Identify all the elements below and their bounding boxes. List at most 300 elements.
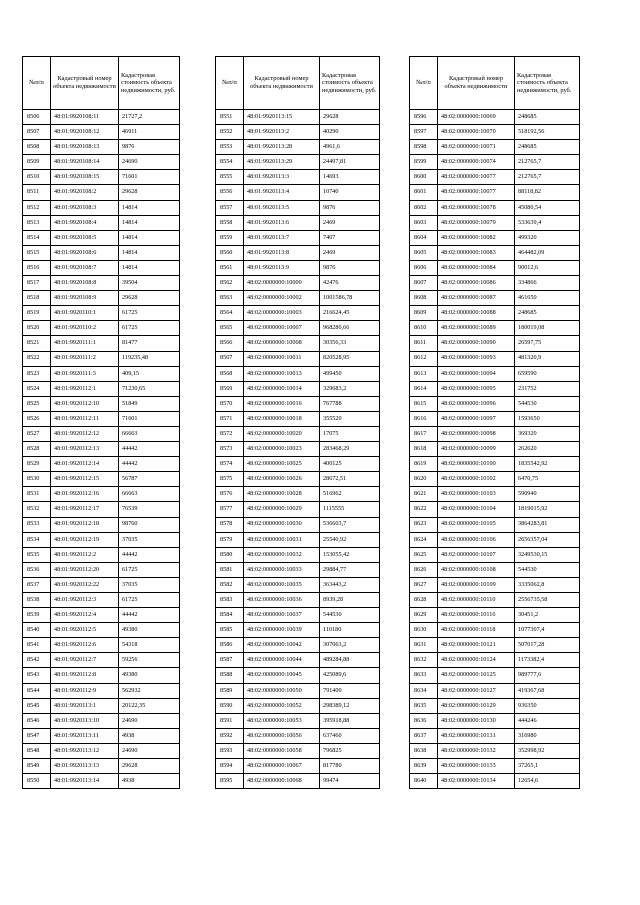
cadastral-number: 48:01:9920113:3 <box>244 170 320 185</box>
cadastral-number: 48:02:0000000:10070 <box>438 125 515 140</box>
cadastral-value: 533639,4 <box>515 215 580 230</box>
table-row <box>216 472 380 487</box>
cadastral-number: 48:01:9920113:11 <box>51 728 119 743</box>
table-row <box>216 215 380 230</box>
row-number: 8621 <box>410 487 438 502</box>
row-number: 8617 <box>410 426 438 441</box>
cadastral-number: 48:02:0000000:10125 <box>438 668 515 683</box>
cadastral-number: 48:01:9920108:9 <box>51 291 119 306</box>
cadastral-number: 48:02:0000000:10014 <box>244 381 320 396</box>
table-row <box>216 366 380 381</box>
row-number: 8556 <box>216 185 244 200</box>
cadastral-number: 48:01:9920112:9 <box>51 683 119 698</box>
cadastral-number: 48:02:0000000:10106 <box>438 532 515 547</box>
header-cadastral-value: Кадастровая стоимость объекта недвижимости, руб. <box>515 57 580 110</box>
registry-table-1 <box>22 56 180 789</box>
row-number: 8514 <box>23 230 51 245</box>
table-row <box>23 653 180 668</box>
cadastral-value: 119235,48 <box>119 351 180 366</box>
row-number: 8521 <box>23 336 51 351</box>
cadastral-value: 516962 <box>320 487 380 502</box>
header-cadastral-number: Кадастровый номер объекта недвижимости <box>244 57 320 110</box>
cadastral-number: 48:01:9920112:11 <box>51 411 119 426</box>
table-row <box>410 110 580 125</box>
table-row <box>23 245 180 260</box>
row-number: 8531 <box>23 487 51 502</box>
cadastral-value: 817780 <box>320 759 380 774</box>
table-row <box>410 623 580 638</box>
table-row <box>410 366 580 381</box>
table-row <box>216 547 380 562</box>
cadastral-number: 48:02:0000000:10056 <box>244 728 320 743</box>
cadastral-value: 42476 <box>320 276 380 291</box>
cadastral-value: 352998,92 <box>515 743 580 758</box>
table-row <box>410 502 580 517</box>
cadastral-number: 48:02:0000000:10100 <box>438 457 515 472</box>
table-row <box>216 351 380 366</box>
cadastral-value: 61725 <box>119 306 180 321</box>
table-row <box>23 155 180 170</box>
table-row <box>410 260 580 275</box>
cadastral-value: 66663 <box>119 487 180 502</box>
table-row <box>216 110 380 125</box>
cadastral-number: 48:02:0000000:10031 <box>244 532 320 547</box>
table-row <box>23 185 180 200</box>
cadastral-value: 30451,2 <box>515 608 580 623</box>
row-number: 8620 <box>410 472 438 487</box>
cadastral-value: 44442 <box>119 442 180 457</box>
cadastral-value: 12654,6 <box>515 774 580 789</box>
row-number: 8638 <box>410 743 438 758</box>
row-number: 8520 <box>23 321 51 336</box>
table-row <box>216 426 380 441</box>
registry-table-2 <box>215 56 380 789</box>
cadastral-number: 48:02:0000000:10127 <box>438 683 515 698</box>
row-number: 8616 <box>410 411 438 426</box>
cadastral-number: 48:01:9920113:8 <box>244 245 320 260</box>
table-row <box>410 547 580 562</box>
table-row <box>23 276 180 291</box>
table-row <box>216 260 380 275</box>
cadastral-value: 262620 <box>515 442 580 457</box>
cadastral-value: 76539 <box>119 502 180 517</box>
table-row <box>410 472 580 487</box>
table-row <box>23 140 180 155</box>
cadastral-value: 44442 <box>119 608 180 623</box>
table-row <box>23 230 180 245</box>
cadastral-number: 48:01:9920108:3 <box>51 200 119 215</box>
cadastral-number: 48:02:0000000:10036 <box>244 593 320 608</box>
table-row <box>23 472 180 487</box>
cadastral-value: 1835542,92 <box>515 457 580 472</box>
cadastral-number: 48:02:0000000:10079 <box>438 215 515 230</box>
row-number: 8599 <box>410 155 438 170</box>
cadastral-value: 562932 <box>119 683 180 698</box>
table-row <box>216 623 380 638</box>
cadastral-value: 590940 <box>515 487 580 502</box>
row-number: 8591 <box>216 713 244 728</box>
cadastral-number: 48:02:0000000:10110 <box>438 593 515 608</box>
cadastral-value: 153055,42 <box>320 547 380 562</box>
cadastral-number: 48:02:0000000:10068 <box>244 774 320 789</box>
table-row <box>23 170 180 185</box>
row-number: 8577 <box>216 502 244 517</box>
cadastral-number: 48:01:9920112:12 <box>51 426 119 441</box>
table-row <box>23 442 180 457</box>
cadastral-number: 48:01:9920113:15 <box>244 110 320 125</box>
cadastral-number: 48:01:9920112:18 <box>51 517 119 532</box>
row-number: 8536 <box>23 562 51 577</box>
row-number: 8610 <box>410 321 438 336</box>
cadastral-value: 88118,82 <box>515 185 580 200</box>
row-number: 8628 <box>410 593 438 608</box>
cadastral-number: 48:01:9920112:19 <box>51 532 119 547</box>
cadastral-number: 48:01:9920113:1 <box>51 698 119 713</box>
cadastral-value: 49380 <box>119 623 180 638</box>
table-row <box>23 562 180 577</box>
table-row <box>216 140 380 155</box>
cadastral-value: 14814 <box>119 215 180 230</box>
cadastral-number: 48:02:0000000:10095 <box>438 381 515 396</box>
cadastral-value: 248685 <box>515 140 580 155</box>
row-number: 8557 <box>216 200 244 215</box>
row-number: 8602 <box>410 200 438 215</box>
row-number: 8581 <box>216 562 244 577</box>
cadastral-value: 507017,28 <box>515 638 580 653</box>
cadastral-value: 968280,66 <box>320 321 380 336</box>
row-number: 8585 <box>216 623 244 638</box>
header-number: №п/п <box>410 57 438 110</box>
row-number: 8588 <box>216 668 244 683</box>
row-number: 8607 <box>410 276 438 291</box>
row-number: 8510 <box>23 170 51 185</box>
row-number: 8567 <box>216 351 244 366</box>
cadastral-value: 46911 <box>119 125 180 140</box>
table-row <box>410 230 580 245</box>
cadastral-number: 48:01:9920112:7 <box>51 653 119 668</box>
cadastral-value: 499450 <box>320 366 380 381</box>
row-number: 8516 <box>23 260 51 275</box>
cadastral-number: 48:02:0000000:10058 <box>244 743 320 758</box>
cadastral-value: 248685 <box>515 306 580 321</box>
cadastral-value: 40290 <box>320 125 380 140</box>
cadastral-value: 21727,2 <box>119 110 180 125</box>
registry-table-3 <box>409 56 580 789</box>
cadastral-number: 48:02:0000000:10133 <box>438 759 515 774</box>
table-row <box>23 502 180 517</box>
header-number: №п/п <box>216 57 244 110</box>
table-row <box>410 713 580 728</box>
row-number: 8566 <box>216 336 244 351</box>
cadastral-number: 48:02:0000000:10074 <box>438 155 515 170</box>
cadastral-value: 9876 <box>320 200 380 215</box>
cadastral-number: 48:01:9920113:12 <box>51 743 119 758</box>
cadastral-number: 48:01:9920113:29 <box>244 155 320 170</box>
cadastral-number: 48:01:9920112:16 <box>51 487 119 502</box>
cadastral-number: 48:02:0000000:10029 <box>244 502 320 517</box>
cadastral-value: 316980 <box>515 728 580 743</box>
cadastral-value: 25540,92 <box>320 532 380 547</box>
table-row <box>216 125 380 140</box>
cadastral-value: 481320,9 <box>515 351 580 366</box>
table-row <box>23 774 180 789</box>
cadastral-number: 48:02:0000000:10052 <box>244 698 320 713</box>
table-row <box>23 517 180 532</box>
table-row <box>23 487 180 502</box>
cadastral-number: 48:02:0000000:10086 <box>438 276 515 291</box>
cadastral-number: 48:02:0000000:10003 <box>244 306 320 321</box>
cadastral-number: 48:01:9920108:15 <box>51 170 119 185</box>
table-row <box>23 593 180 608</box>
cadastral-number: 48:01:9920112:17 <box>51 502 119 517</box>
table-row <box>410 125 580 140</box>
cadastral-value: 30356,33 <box>320 336 380 351</box>
cadastral-value: 989777,6 <box>515 668 580 683</box>
cadastral-number: 48:02:0000000:10002 <box>244 291 320 306</box>
header-cadastral-number: Кадастровый номер объекта недвижимости <box>51 57 119 110</box>
table-row <box>23 608 180 623</box>
cadastral-number: 48:02:0000000:10000 <box>244 276 320 291</box>
row-number: 8618 <box>410 442 438 457</box>
table-row <box>410 200 580 215</box>
cadastral-value: 3864283,81 <box>515 517 580 532</box>
table-header-row <box>23 57 180 110</box>
cadastral-number: 48:02:0000000:10008 <box>244 336 320 351</box>
row-number: 8595 <box>216 774 244 789</box>
table-row <box>216 230 380 245</box>
cadastral-number: 48:02:0000000:10129 <box>438 698 515 713</box>
cadastral-number: 48:02:0000000:10087 <box>438 291 515 306</box>
table-row <box>23 457 180 472</box>
cadastral-number: 48:02:0000000:10105 <box>438 517 515 532</box>
row-number: 8640 <box>410 774 438 789</box>
cadastral-number: 48:02:0000000:10090 <box>438 336 515 351</box>
cadastral-number: 48:02:0000000:10028 <box>244 487 320 502</box>
cadastral-number: 48:02:0000000:10107 <box>438 547 515 562</box>
row-number: 8549 <box>23 759 51 774</box>
row-number: 8528 <box>23 442 51 457</box>
row-number: 8587 <box>216 653 244 668</box>
cadastral-number: 48:01:9920108:6 <box>51 245 119 260</box>
row-number: 8519 <box>23 306 51 321</box>
table-row <box>216 608 380 623</box>
row-number: 8551 <box>216 110 244 125</box>
cadastral-value: 29628 <box>119 291 180 306</box>
cadastral-number: 48:01:9920112:22 <box>51 577 119 592</box>
row-number: 8576 <box>216 487 244 502</box>
table-row <box>23 728 180 743</box>
row-number: 8615 <box>410 396 438 411</box>
cadastral-number: 48:01:9920111:3 <box>51 366 119 381</box>
cadastral-number: 48:01:9920113:2 <box>244 125 320 140</box>
cadastral-value: 71601 <box>119 170 180 185</box>
row-number: 8613 <box>410 366 438 381</box>
table-row <box>410 487 580 502</box>
table-row <box>23 698 180 713</box>
cadastral-value: 24497,81 <box>320 155 380 170</box>
cadastral-value: 444246 <box>515 713 580 728</box>
cadastral-number: 48:02:0000000:10067 <box>244 759 320 774</box>
header-number: №п/п <box>23 57 51 110</box>
row-number: 8550 <box>23 774 51 789</box>
cadastral-value: 61725 <box>119 321 180 336</box>
row-number: 8592 <box>216 728 244 743</box>
table-row <box>410 774 580 789</box>
cadastral-number: 48:02:0000000:10077 <box>438 185 515 200</box>
row-number: 8619 <box>410 457 438 472</box>
table-row <box>410 743 580 758</box>
cadastral-value: 29628 <box>119 759 180 774</box>
cadastral-value: 544530 <box>515 562 580 577</box>
row-number: 8542 <box>23 653 51 668</box>
row-number: 8590 <box>216 698 244 713</box>
table-row <box>23 532 180 547</box>
cadastral-value: 26597,75 <box>515 336 580 351</box>
cadastral-number: 48:01:9920108:11 <box>51 110 119 125</box>
cadastral-value: 369320 <box>515 426 580 441</box>
cadastral-value: 767788 <box>320 396 380 411</box>
cadastral-number: 48:01:9920113:14 <box>51 774 119 789</box>
row-number: 8544 <box>23 683 51 698</box>
cadastral-number: 48:02:0000000:10032 <box>244 547 320 562</box>
cadastral-value: 14814 <box>119 230 180 245</box>
table-row <box>410 653 580 668</box>
table-header-row <box>216 57 380 110</box>
cadastral-value: 44442 <box>119 547 180 562</box>
table-row <box>216 155 380 170</box>
row-number: 8560 <box>216 245 244 260</box>
cadastral-number: 48:02:0000000:10050 <box>244 683 320 698</box>
table-row <box>216 502 380 517</box>
cadastral-value: 216624,45 <box>320 306 380 321</box>
row-number: 8584 <box>216 608 244 623</box>
row-number: 8562 <box>216 276 244 291</box>
cadastral-value: 51849 <box>119 396 180 411</box>
cadastral-number: 48:02:0000000:10098 <box>438 426 515 441</box>
cadastral-value: 56787 <box>119 472 180 487</box>
row-number: 8596 <box>410 110 438 125</box>
cadastral-value: 2469 <box>320 245 380 260</box>
table-row <box>23 547 180 562</box>
table-row <box>216 411 380 426</box>
cadastral-value: 409,15 <box>119 366 180 381</box>
cadastral-number: 48:02:0000000:10082 <box>438 230 515 245</box>
table-header-row <box>410 57 580 110</box>
row-number: 8558 <box>216 215 244 230</box>
cadastral-value: 212765,7 <box>515 155 580 170</box>
row-number: 8609 <box>410 306 438 321</box>
table-row <box>410 411 580 426</box>
row-number: 8636 <box>410 713 438 728</box>
cadastral-value: 307063,2 <box>320 638 380 653</box>
table-row <box>216 638 380 653</box>
cadastral-value: 425089,6 <box>320 668 380 683</box>
table-row <box>23 110 180 125</box>
cadastral-value: 20122,35 <box>119 698 180 713</box>
table-row <box>410 321 580 336</box>
cadastral-value: 59256 <box>119 653 180 668</box>
cadastral-number: 48:01:9920113:6 <box>244 215 320 230</box>
row-number: 8598 <box>410 140 438 155</box>
row-number: 8597 <box>410 125 438 140</box>
cadastral-value: 45080,54 <box>515 200 580 215</box>
cadastral-value: 44442 <box>119 457 180 472</box>
cadastral-number: 48:02:0000000:10007 <box>244 321 320 336</box>
cadastral-value: 54318 <box>119 638 180 653</box>
cadastral-number: 48:02:0000000:10084 <box>438 260 515 275</box>
cadastral-value: 329683,2 <box>320 381 380 396</box>
table-row <box>216 713 380 728</box>
cadastral-value: 9876 <box>320 260 380 275</box>
cadastral-number: 48:02:0000000:10124 <box>438 653 515 668</box>
table-row <box>216 577 380 592</box>
cadastral-value: 1077307,4 <box>515 623 580 638</box>
cadastral-number: 48:01:9920113:7 <box>244 230 320 245</box>
cadastral-number: 48:01:9920108:8 <box>51 276 119 291</box>
cadastral-number: 48:02:0000000:10103 <box>438 487 515 502</box>
row-number: 8512 <box>23 200 51 215</box>
cadastral-value: 518192,56 <box>515 125 580 140</box>
table-row <box>23 291 180 306</box>
cadastral-number: 48:02:0000000:10094 <box>438 366 515 381</box>
table-row <box>23 215 180 230</box>
table-row <box>410 215 580 230</box>
table-row <box>23 759 180 774</box>
table-row <box>23 668 180 683</box>
table-row <box>410 245 580 260</box>
row-number: 8530 <box>23 472 51 487</box>
table-row <box>410 608 580 623</box>
row-number: 8635 <box>410 698 438 713</box>
table-row <box>216 321 380 336</box>
cadastral-number: 48:01:9920112:3 <box>51 593 119 608</box>
row-number: 8538 <box>23 593 51 608</box>
table-row <box>410 759 580 774</box>
row-number: 8604 <box>410 230 438 245</box>
cadastral-value: 400125 <box>320 457 380 472</box>
cadastral-value: 61725 <box>119 562 180 577</box>
cadastral-number: 48:02:0000000:10077 <box>438 170 515 185</box>
row-number: 8545 <box>23 698 51 713</box>
cadastral-value: 37035 <box>119 577 180 592</box>
cadastral-value: 66663 <box>119 426 180 441</box>
row-number: 8569 <box>216 381 244 396</box>
table-row <box>216 200 380 215</box>
row-number: 8522 <box>23 351 51 366</box>
cadastral-number: 48:01:9920112:20 <box>51 562 119 577</box>
cadastral-value: 3335062,8 <box>515 577 580 592</box>
cadastral-number: 48:01:9920108:2 <box>51 185 119 200</box>
row-number: 8535 <box>23 547 51 562</box>
row-number: 8564 <box>216 306 244 321</box>
cadastral-value: 49380 <box>119 668 180 683</box>
row-number: 8611 <box>410 336 438 351</box>
cadastral-value: 14814 <box>119 200 180 215</box>
table-row <box>216 774 380 789</box>
table-row <box>410 683 580 698</box>
row-number: 8568 <box>216 366 244 381</box>
cadastral-number: 48:02:0000000:10093 <box>438 351 515 366</box>
row-number: 8509 <box>23 155 51 170</box>
cadastral-number: 48:01:9920112:14 <box>51 457 119 472</box>
table-row <box>410 532 580 547</box>
row-number: 8524 <box>23 381 51 396</box>
cadastral-number: 48:01:9920108:13 <box>51 140 119 155</box>
row-number: 8543 <box>23 668 51 683</box>
cadastral-value: 334866 <box>515 276 580 291</box>
table-row <box>410 517 580 532</box>
cadastral-number: 48:01:9920110:2 <box>51 321 119 336</box>
